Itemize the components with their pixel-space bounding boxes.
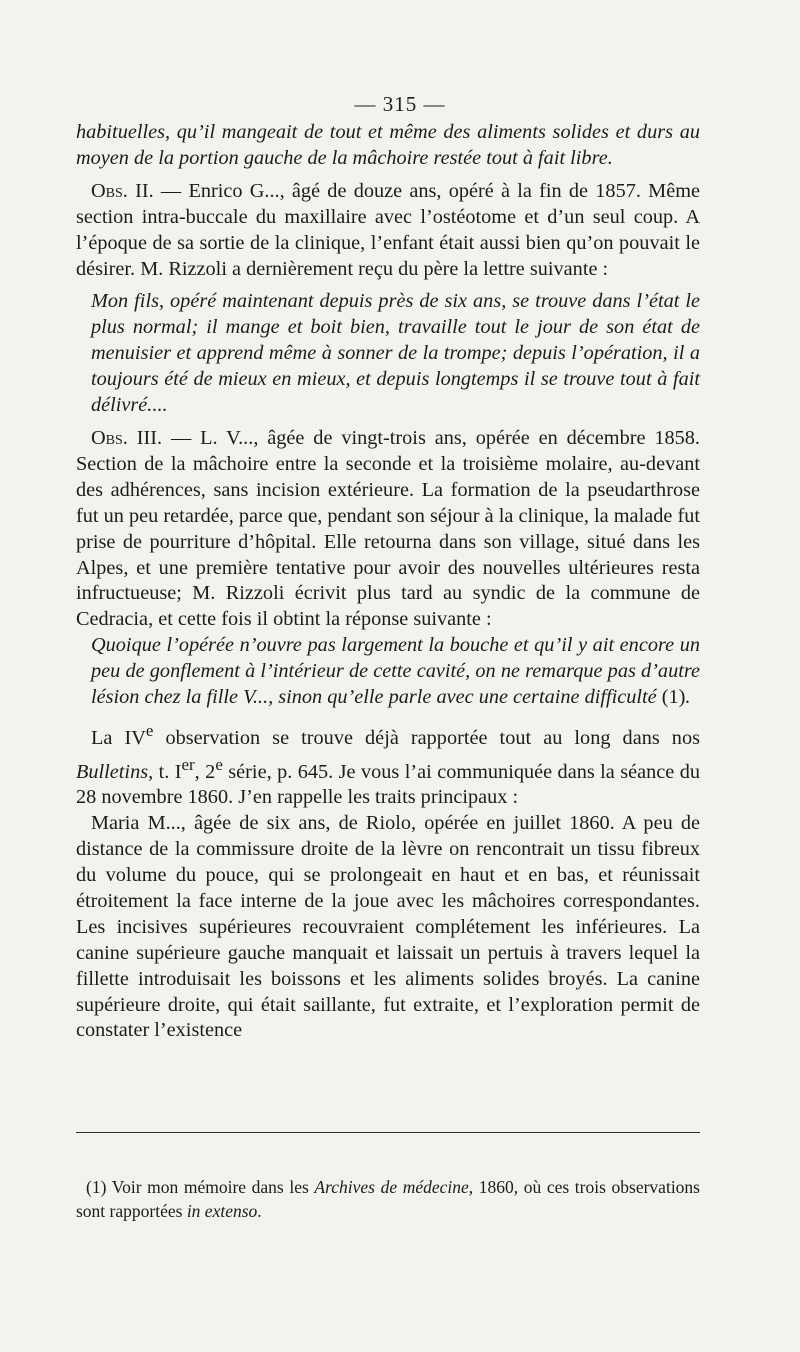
observation-3-text: — L. V..., âgée de vingt-trois ans, opérée en décembre 1858. Section de la mâchoire entre la seconde et la troisième molaire, au-devant des adhérences, sans incision extérieure. La formation de la pseudarthrose fut un peu retardée, parce que, pendant son séjour à la clinique, la malade fut prise de pourriture d’hôpital. Elle retourna dans son village, situé dans les Alpes, et une première tentative pour avoir des nouvelles ultérieures resta infructueuse; M. Rizzoli écrivit plus tard au syndic de la commune de Cedracia, et cette fois il obtint la réponse suivante : xyxy=(76,426,700,631)
page-number: — 315 — xyxy=(354,92,446,116)
footnote xyxy=(76,1175,700,1223)
footnote-text-2: , 1860, où ces trois observations sont rapportées xyxy=(76,1176,700,1221)
footnote-divider xyxy=(76,1132,700,1133)
paragraph-continuation: habituelles, qu’il mangeait de tout et même des aliments solides et durs au moyen de la portion gauche de la mâchoire restée tout à fait libre. xyxy=(76,121,700,169)
footnote-journal: Archives de médecine xyxy=(314,1176,469,1197)
observation-3 xyxy=(76,426,700,633)
observation-2 xyxy=(76,179,700,283)
obs4-text-1: La IV xyxy=(91,726,146,749)
obs4-text-4: , 2 xyxy=(194,760,216,783)
quote-letter-father: Mon fils, opéré maintenant depuis près de six ans, se trouve dans l’état le plus normal; il mange et boit bien, travaille tout le jour de son état de menuisier et apprend même à sonner de la trompe; depuis l’opération, il a toujours été de mieux en mieux, et depuis longtemps il se trouve tout à fait délivré.... xyxy=(91,290,700,417)
observation-3-label: Obs. III. xyxy=(91,426,163,449)
quote-syndic-reply xyxy=(76,633,700,711)
observation-4 xyxy=(76,718,700,811)
observation-2-text: — Enrico G..., âgé de douze ans, opéré à la fin de 1857. Même section intra-buccale du maxillaire avec l’ostéotome et d’un seul coup. A l’époque de sa sortie de la clinique, l’enfant était aussi bien qu’on pouvait le désirer. M. Rizzoli a dernièrement reçu du père la lettre suivante : xyxy=(76,179,700,280)
footnote-text-1: (1) Voir mon mémoire dans les xyxy=(86,1176,315,1197)
bulletins-title: Bulletins xyxy=(76,760,149,783)
obs4-sup-3: e xyxy=(215,754,223,774)
footnote-reference[interactable]: (1) xyxy=(661,686,686,709)
obs4-sup-2: er xyxy=(181,754,195,774)
obs4-text-2: observation se trouve déjà rapportée tout au long dans nos xyxy=(153,726,700,749)
main-text xyxy=(76,120,700,1044)
obs4-sup-1: e xyxy=(145,720,154,740)
maria-case: Maria M..., âgée de six ans, de Riolo, opérée en juillet 1860. A peu de distance de la commissure droite de la lèvre on rencontrait un tissu fibreux du volume du pouce, qui se prolongeait en haut et en bas, et réunissait étroitement la face interne de la joue avec les mâchoires correspondantes. Les incisives supérieures recouvraient complétement les inférieures. La canine supérieure gauche manquait et laissait un pertuis à travers lequel la fillette introduisait les boissons et les aliments solides broyés. La canine supérieure droite, qui était saillante, fut extraite, et l’exploration permit de constater l’existence xyxy=(76,812,700,1042)
obs4-text-3: , t. I xyxy=(148,760,182,783)
observation-2-label: Obs. II. xyxy=(91,179,154,202)
quote-syndic-text: Quoique l’opérée n’ouvre pas largement la bouche et qu’il y ait encore un peu de gonflement à l’intérieur de cette cavité, on ne remarque pas d’autre lésion chez la fille V..., sinon qu’elle parle avec une certaine difficulté xyxy=(91,634,700,709)
quote-syndic-end: . xyxy=(685,686,691,709)
footnote-text-3: . xyxy=(257,1200,262,1221)
footnote-in-extenso: in extenso xyxy=(186,1200,258,1221)
obs4-text-5: série, p. 645. Je vous l’ai communiquée dans la séance du 28 novembre 1860. J’en rappelle les traits principaux : xyxy=(76,760,701,809)
